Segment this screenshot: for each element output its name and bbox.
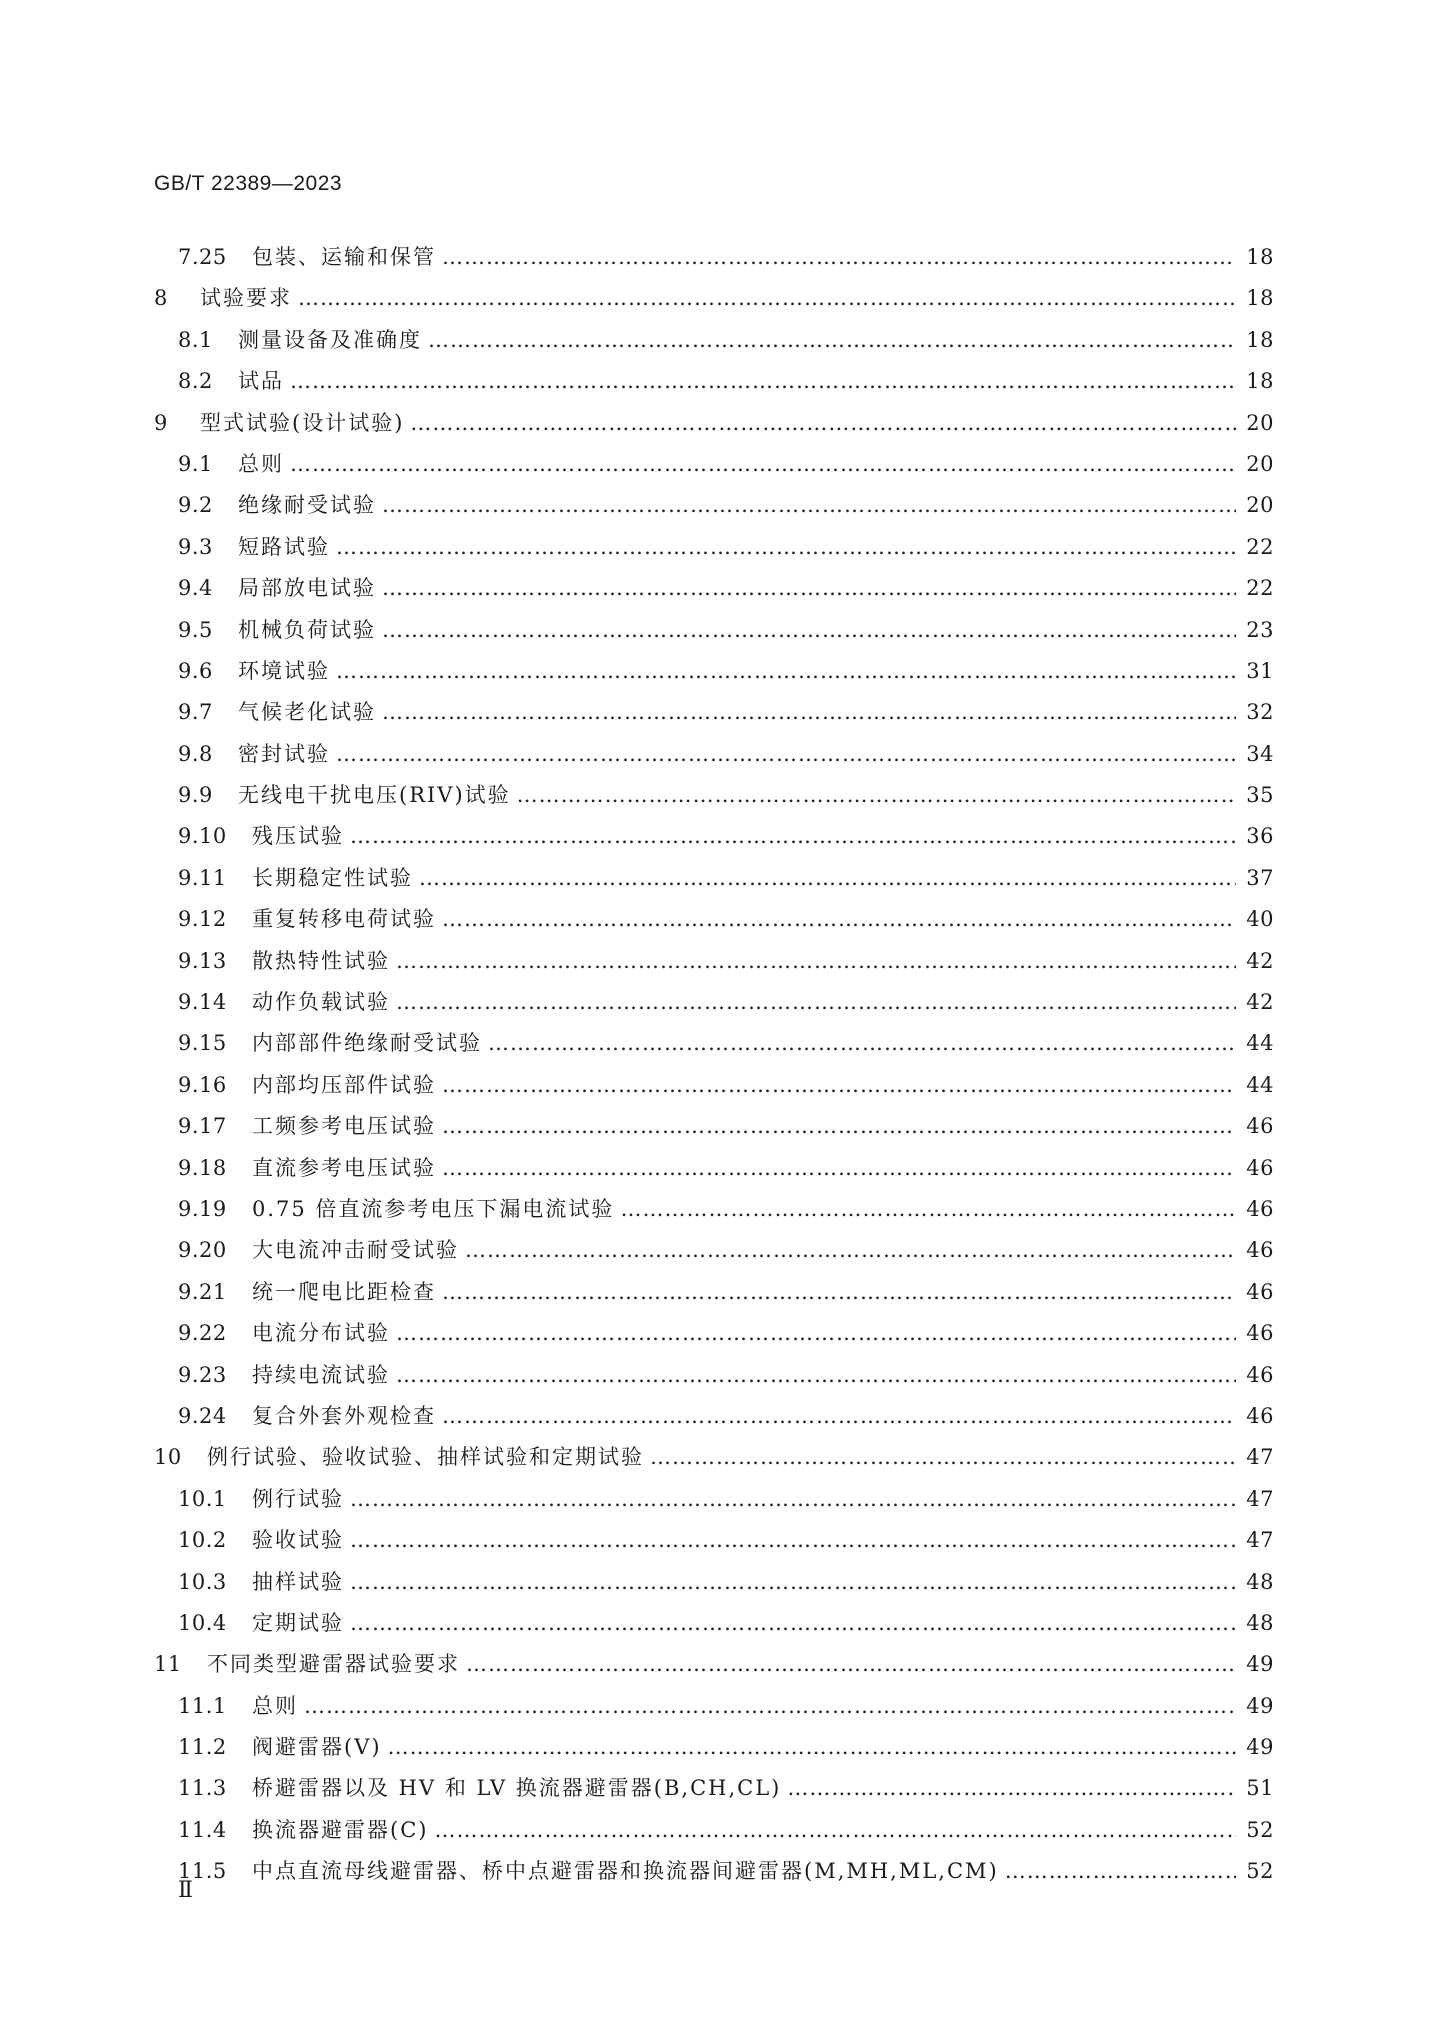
dot-leader <box>517 775 1236 816</box>
toc-entry-number: 9.3 <box>178 534 213 559</box>
toc-entry[interactable] <box>154 1230 1274 1271</box>
toc-entry[interactable] <box>154 361 1274 402</box>
toc-entry-page: 42 <box>1246 948 1274 973</box>
toc-entry-page: 32 <box>1246 700 1274 725</box>
toc-entry-page: 48 <box>1246 1569 1274 1594</box>
toc-entry-title: 换流器避雷器(C) <box>252 1817 429 1842</box>
toc-entry-number: 9.4 <box>178 576 213 601</box>
toc-entry-title: 验收试验 <box>252 1528 344 1553</box>
toc-entry[interactable] <box>154 734 1274 775</box>
toc-entry-number: 10.2 <box>178 1528 227 1553</box>
toc-entry-title: 直流参考电压试验 <box>252 1155 436 1180</box>
toc-entry-number: 11 <box>154 1652 182 1677</box>
dot-leader <box>1005 1851 1236 1892</box>
toc-entry-page: 51 <box>1246 1776 1274 1801</box>
dot-leader <box>350 1603 1236 1644</box>
toc-entry-title: 绝缘耐受试验 <box>238 493 376 518</box>
toc-entry[interactable] <box>154 1106 1274 1147</box>
toc-entry-page: 44 <box>1246 1031 1274 1056</box>
toc-entry-number: 9.8 <box>178 741 213 766</box>
toc-entry-page: 18 <box>1246 327 1274 352</box>
toc-entry-number: 9.17 <box>178 1114 227 1139</box>
toc-entry-page: 36 <box>1246 824 1274 849</box>
dot-leader <box>620 1189 1236 1230</box>
dot-leader <box>382 568 1236 609</box>
toc-entry[interactable] <box>154 858 1274 899</box>
toc-entry-page: 46 <box>1246 1238 1274 1263</box>
toc-entry-page: 20 <box>1246 493 1274 518</box>
toc-entry-title: 重复转移电荷试验 <box>252 907 436 932</box>
toc-entry[interactable] <box>154 1479 1274 1520</box>
toc-entry-number: 9.12 <box>178 907 227 932</box>
toc-entry-number: 11.3 <box>178 1776 227 1801</box>
toc-entry-title: 试验要求 <box>200 286 292 311</box>
toc-entry-number: 11.2 <box>178 1735 227 1760</box>
dot-leader <box>488 1023 1236 1064</box>
toc-entry[interactable] <box>154 982 1274 1023</box>
toc-entry-page: 46 <box>1246 1403 1274 1428</box>
toc-entry-title: 不同类型避雷器试验要求 <box>207 1652 460 1677</box>
dot-leader <box>442 899 1236 940</box>
toc-entry-number: 9.13 <box>178 948 227 973</box>
dot-leader <box>396 1313 1236 1354</box>
toc-entry[interactable] <box>154 1768 1274 1809</box>
dot-leader <box>388 1727 1236 1768</box>
toc-entry[interactable] <box>154 816 1274 857</box>
toc-entry[interactable] <box>154 941 1274 982</box>
toc-entry-title: 统一爬电比距检查 <box>252 1279 436 1304</box>
toc-entry-title: 包装、运输和保管 <box>252 245 436 269</box>
toc-entry-title: 环境试验 <box>238 658 330 683</box>
toc-entry-title: 气候老化试验 <box>238 700 376 725</box>
toc-entry-title: 密封试验 <box>238 741 330 766</box>
toc-entry-number: 9.2 <box>178 493 213 518</box>
toc-entry-title: 内部部件绝缘耐受试验 <box>252 1031 482 1056</box>
dot-leader <box>336 651 1236 692</box>
dot-leader <box>382 692 1236 733</box>
toc-entry-number: 9.11 <box>178 865 227 890</box>
toc-entry-title: 长期稳定性试验 <box>252 865 413 890</box>
toc-entry-number: 11.1 <box>178 1693 227 1718</box>
toc-entry[interactable] <box>154 1644 1274 1685</box>
toc-entry[interactable] <box>154 692 1274 733</box>
toc-entry[interactable] <box>154 610 1274 651</box>
toc-entry-page: 23 <box>1246 617 1274 642</box>
toc-entry-title: 定期试验 <box>252 1610 344 1635</box>
document-header: GB/T 22389—2023 <box>154 172 343 195</box>
toc-entry-title: 无线电干扰电压(RIV)试验 <box>238 783 511 808</box>
toc-entry[interactable] <box>154 1313 1274 1354</box>
toc-entry-number: 10.1 <box>178 1486 227 1511</box>
toc-entry-title: 局部放电试验 <box>238 576 376 601</box>
toc-entry-title: 抽样试验 <box>252 1569 344 1594</box>
toc-entry-page: 52 <box>1246 1859 1274 1884</box>
toc-entry-number: 11.5 <box>178 1859 227 1884</box>
toc-entry[interactable] <box>154 403 1274 444</box>
toc-entry-page: 37 <box>1246 865 1274 890</box>
dot-leader <box>290 444 1236 485</box>
dot-leader <box>336 734 1236 775</box>
toc-entry-page: 49 <box>1246 1735 1274 1760</box>
toc-entry-page: 18 <box>1246 369 1274 394</box>
toc-entry-page: 31 <box>1246 658 1274 683</box>
toc-entry-page: 40 <box>1246 907 1274 932</box>
toc-entry-number: 9.24 <box>178 1403 227 1428</box>
toc-entry[interactable] <box>154 1727 1274 1768</box>
toc-entry[interactable] <box>154 899 1274 940</box>
toc-entry[interactable] <box>154 1272 1274 1313</box>
toc-entry-page: 18 <box>1246 286 1274 311</box>
toc-entry-page: 46 <box>1246 1155 1274 1180</box>
toc-entry-page: 49 <box>1246 1652 1274 1677</box>
toc-entry-title: 持续电流试验 <box>252 1362 390 1387</box>
toc-entry-title: 电流分布试验 <box>252 1321 390 1346</box>
toc-entry[interactable] <box>154 1023 1274 1064</box>
dot-leader <box>350 1520 1236 1561</box>
toc-entry[interactable] <box>154 1520 1274 1561</box>
dot-leader <box>650 1437 1236 1478</box>
toc-entry-number: 9.23 <box>178 1362 227 1387</box>
toc-entry-number: 8.2 <box>178 369 213 394</box>
dot-leader <box>466 1644 1236 1685</box>
toc-entry-number: 9.19 <box>178 1196 227 1221</box>
toc-entry[interactable] <box>154 1851 1274 1892</box>
dot-leader <box>442 237 1236 278</box>
toc-entry-title: 残压试验 <box>252 824 344 849</box>
toc-entry-title: 短路试验 <box>238 534 330 559</box>
dot-leader <box>290 361 1236 402</box>
toc-entry-title: 总则 <box>252 1693 298 1718</box>
dot-leader <box>336 527 1236 568</box>
toc-entry[interactable] <box>154 320 1274 361</box>
toc-entry-page: 47 <box>1246 1528 1274 1553</box>
toc-entry-number: 9.16 <box>178 1072 227 1097</box>
dot-leader <box>419 858 1236 899</box>
table-of-contents <box>154 237 1274 1893</box>
toc-entry-number: 7.25 <box>178 245 227 269</box>
toc-entry-number: 9.6 <box>178 658 213 683</box>
dot-leader <box>350 1562 1236 1603</box>
dot-leader <box>298 278 1236 319</box>
toc-entry[interactable] <box>154 568 1274 609</box>
toc-entry[interactable] <box>154 1065 1274 1106</box>
toc-entry[interactable] <box>154 237 1274 278</box>
toc-entry-number: 9.20 <box>178 1238 227 1263</box>
toc-entry-number: 9 <box>154 410 168 435</box>
toc-entry-page: 34 <box>1246 741 1274 766</box>
toc-entry[interactable] <box>154 1603 1274 1644</box>
toc-entry-page: 42 <box>1246 990 1274 1015</box>
toc-entry-page: 22 <box>1246 534 1274 559</box>
toc-entry-title: 例行试验、验收试验、抽样试验和定期试验 <box>207 1445 644 1470</box>
dot-leader <box>410 403 1236 444</box>
toc-entry-title: 总则 <box>238 451 284 476</box>
toc-entry[interactable] <box>154 527 1274 568</box>
toc-entry-title: 散热特性试验 <box>252 948 390 973</box>
dot-leader <box>434 1810 1236 1851</box>
toc-entry-page: 47 <box>1246 1445 1274 1470</box>
toc-entry-page: 46 <box>1246 1362 1274 1387</box>
dot-leader <box>787 1768 1236 1809</box>
dot-leader <box>396 941 1236 982</box>
toc-entry[interactable] <box>154 485 1274 526</box>
toc-entry-title: 内部均压部件试验 <box>252 1072 436 1097</box>
toc-entry-number: 9.9 <box>178 783 213 808</box>
toc-entry-page: 52 <box>1246 1817 1274 1842</box>
toc-entry-page: 46 <box>1246 1114 1274 1139</box>
toc-entry-title: 阀避雷器(V) <box>252 1735 382 1760</box>
toc-entry-number: 9.22 <box>178 1321 227 1346</box>
toc-entry-number: 9.10 <box>178 824 227 849</box>
dot-leader <box>396 1355 1236 1396</box>
toc-entry-number: 9.5 <box>178 617 213 642</box>
toc-entry[interactable] <box>154 1148 1274 1189</box>
toc-entry-title: 测量设备及准确度 <box>238 327 422 352</box>
toc-entry[interactable] <box>154 651 1274 692</box>
toc-entry-page: 46 <box>1246 1196 1274 1221</box>
toc-entry-page: 20 <box>1246 410 1274 435</box>
toc-entry[interactable] <box>154 1686 1274 1727</box>
toc-entry-title: 动作负载试验 <box>252 990 390 1015</box>
toc-entry-number: 8 <box>154 286 168 311</box>
dot-leader <box>442 1272 1236 1313</box>
dot-leader <box>442 1065 1236 1106</box>
toc-entry[interactable] <box>154 1437 1274 1478</box>
toc-entry[interactable] <box>154 278 1274 319</box>
toc-entry-number: 9.15 <box>178 1031 227 1056</box>
toc-entry-page: 22 <box>1246 576 1274 601</box>
toc-entry-title: 0.75 倍直流参考电压下漏电流试验 <box>252 1196 615 1221</box>
toc-entry-title: 中点直流母线避雷器、桥中点避雷器和换流器间避雷器(M,MH,ML,CM) <box>252 1859 999 1884</box>
toc-entry[interactable] <box>154 444 1274 485</box>
page-number-footer: Ⅱ <box>178 1878 193 1903</box>
toc-entry-title: 工频参考电压试验 <box>252 1114 436 1139</box>
toc-entry[interactable] <box>154 1396 1274 1437</box>
dot-leader <box>304 1686 1236 1727</box>
toc-entry-page: 20 <box>1246 451 1274 476</box>
toc-entry[interactable] <box>154 1355 1274 1396</box>
toc-entry-title: 机械负荷试验 <box>238 617 376 642</box>
toc-entry-page: 48 <box>1246 1610 1274 1635</box>
dot-leader <box>465 1230 1236 1271</box>
toc-entry-number: 9.1 <box>178 451 213 476</box>
dot-leader <box>382 610 1236 651</box>
toc-entry[interactable] <box>154 1810 1274 1851</box>
toc-entry-page: 46 <box>1246 1279 1274 1304</box>
toc-entry-number: 10.4 <box>178 1610 227 1635</box>
toc-entry-number: 9.14 <box>178 990 227 1015</box>
toc-entry[interactable] <box>154 1189 1274 1230</box>
toc-entry-number: 10 <box>154 1445 182 1470</box>
toc-entry-title: 试品 <box>238 369 284 394</box>
dot-leader <box>350 816 1236 857</box>
toc-entry-title: 桥避雷器以及 HV 和 LV 换流器避雷器(B,CH,CL) <box>252 1776 782 1801</box>
dot-leader <box>428 320 1236 361</box>
toc-entry-number: 9.7 <box>178 700 213 725</box>
dot-leader <box>442 1106 1236 1147</box>
toc-entry-number: 9.21 <box>178 1279 227 1304</box>
toc-entry-page: 18 <box>1246 245 1274 269</box>
toc-entry-number: 9.18 <box>178 1155 227 1180</box>
toc-entry-title: 复合外套外观检查 <box>252 1403 436 1428</box>
toc-entry-page: 49 <box>1246 1693 1274 1718</box>
toc-entry-title: 大电流冲击耐受试验 <box>252 1238 459 1263</box>
toc-entry-page: 46 <box>1246 1321 1274 1346</box>
toc-entry-title: 例行试验 <box>252 1486 344 1511</box>
toc-entry-page: 44 <box>1246 1072 1274 1097</box>
toc-entry[interactable] <box>154 775 1274 816</box>
toc-entry-title: 型式试验(设计试验) <box>200 410 405 435</box>
toc-entry-page: 47 <box>1246 1486 1274 1511</box>
toc-entry-page: 35 <box>1246 783 1274 808</box>
dot-leader <box>442 1396 1236 1437</box>
toc-entry-number: 10.3 <box>178 1569 227 1594</box>
toc-entry-number: 8.1 <box>178 327 213 352</box>
dot-leader <box>382 485 1236 526</box>
dot-leader <box>350 1479 1236 1520</box>
dot-leader <box>396 982 1236 1023</box>
toc-entry[interactable] <box>154 1562 1274 1603</box>
toc-entry-number: 11.4 <box>178 1817 227 1842</box>
dot-leader <box>442 1148 1236 1189</box>
